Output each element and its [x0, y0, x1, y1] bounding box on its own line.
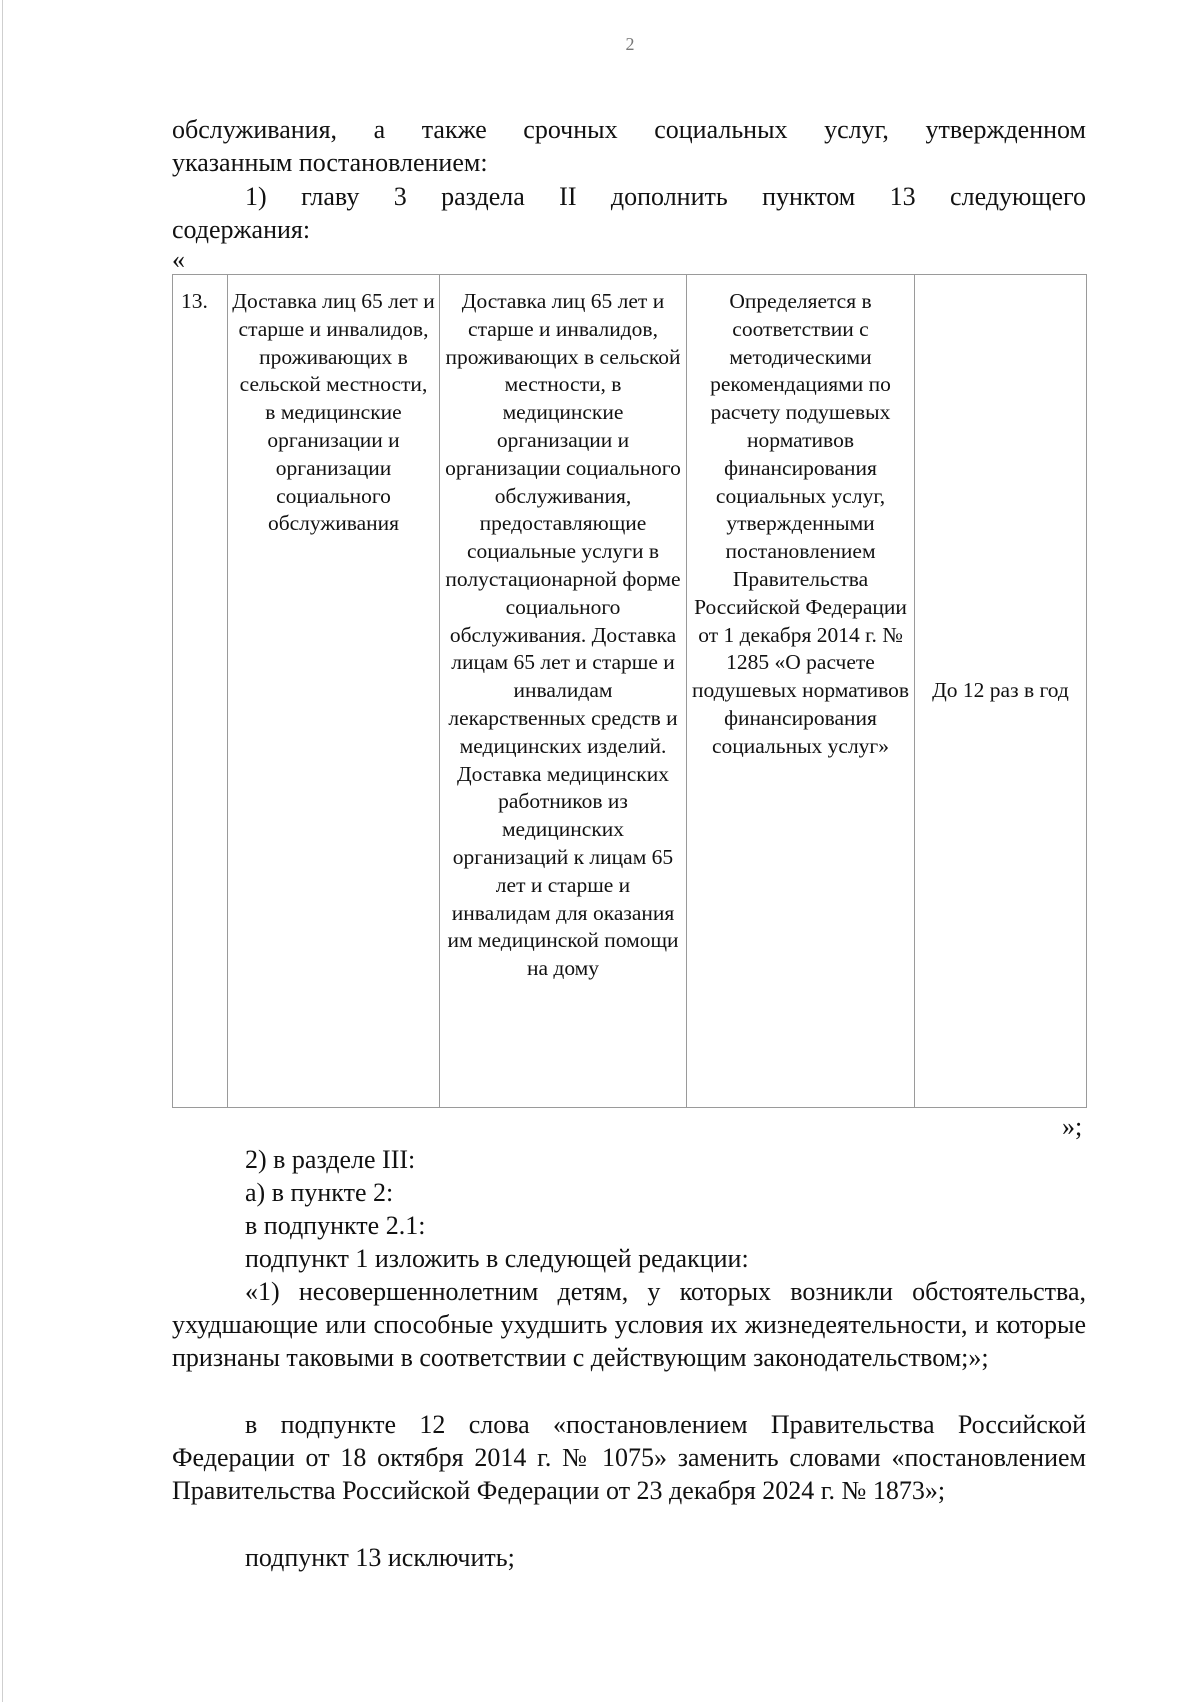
- service-norm-cell: Определяется в соответствии с методическими рекомендациями по расчету подушевых нормативов финансирования социальных услуг, утвержденными постановлением Правительства Российской Федерации от 1 декабря 2014 г. № 1285 «О расчете подушевых нормативов финансирования социальных услуг»: [687, 275, 915, 1108]
- page-number: 2: [625, 34, 635, 54]
- section-iii-paragraph: 2) в разделе III:: [245, 1145, 416, 1174]
- subpoint-13-paragraph: подпункт 13 исключить;: [245, 1543, 515, 1572]
- point-2-paragraph: а) в пункте 2:: [245, 1178, 394, 1207]
- subpoint-1-paragraph: подпункт 1 изложить в следующей редакции:: [245, 1244, 749, 1273]
- service-frequency-cell: До 12 раз в год: [915, 275, 1087, 1108]
- item-1-line-2: содержания:: [172, 215, 311, 244]
- intro-line-2: указанным постановлением:: [172, 148, 488, 177]
- row-number: 13.: [173, 275, 228, 1108]
- subpoint-12-paragraph: в подпункте 12 слова «постановлением Правительства Российской Федерации от 18 октября 2014 г. № 1075» заменить словами «постановлением Правительства Российской Федерации от 23 декабря 2024 г. № 1873»;: [172, 1410, 1086, 1505]
- table-row: [173, 275, 1087, 1108]
- close-quote: »;: [1062, 1112, 1083, 1141]
- service-description-cell: Доставка лиц 65 лет и старше и инвалидов, проживающих в сельской местности, в медицинские организации и организации социального обслуживания, предоставляющие социальные услуги в полустационарной форме социального обслуживания. Доставка лицам 65 лет и старше и инвалидам лекарственных средств и медицинских изделий. Доставка медицинских работников из медицинских организаций к лицам 65 лет и старше и инвалидам для оказания им медицинской помощи на дому: [440, 275, 687, 1108]
- open-quote: «: [172, 245, 185, 274]
- scan-edge: [2, 0, 3, 1702]
- new-wording-paragraph: «1) несовершеннолетним детям, у которых возникли обстоятельства, ухудшающие или способные ухудшить условия их жизнедеятельности, и которые признаны таковыми в соответствии с действующим законодательством;»;: [172, 1277, 1086, 1372]
- item-1-line-1: 1) главу 3 раздела II дополнить пунктом 13 следующего: [245, 182, 1086, 211]
- service-name-cell: Доставка лиц 65 лет и старше и инвалидов, проживающих в сельской местности, в медицинские организации и организации социального обслуживания: [228, 275, 440, 1108]
- subpoint-2-1-paragraph: в подпункте 2.1:: [245, 1211, 426, 1240]
- services-table: [172, 274, 1087, 1108]
- intro-line-1: обслуживания, а также срочных социальных услуг, утвержденном: [172, 115, 1086, 144]
